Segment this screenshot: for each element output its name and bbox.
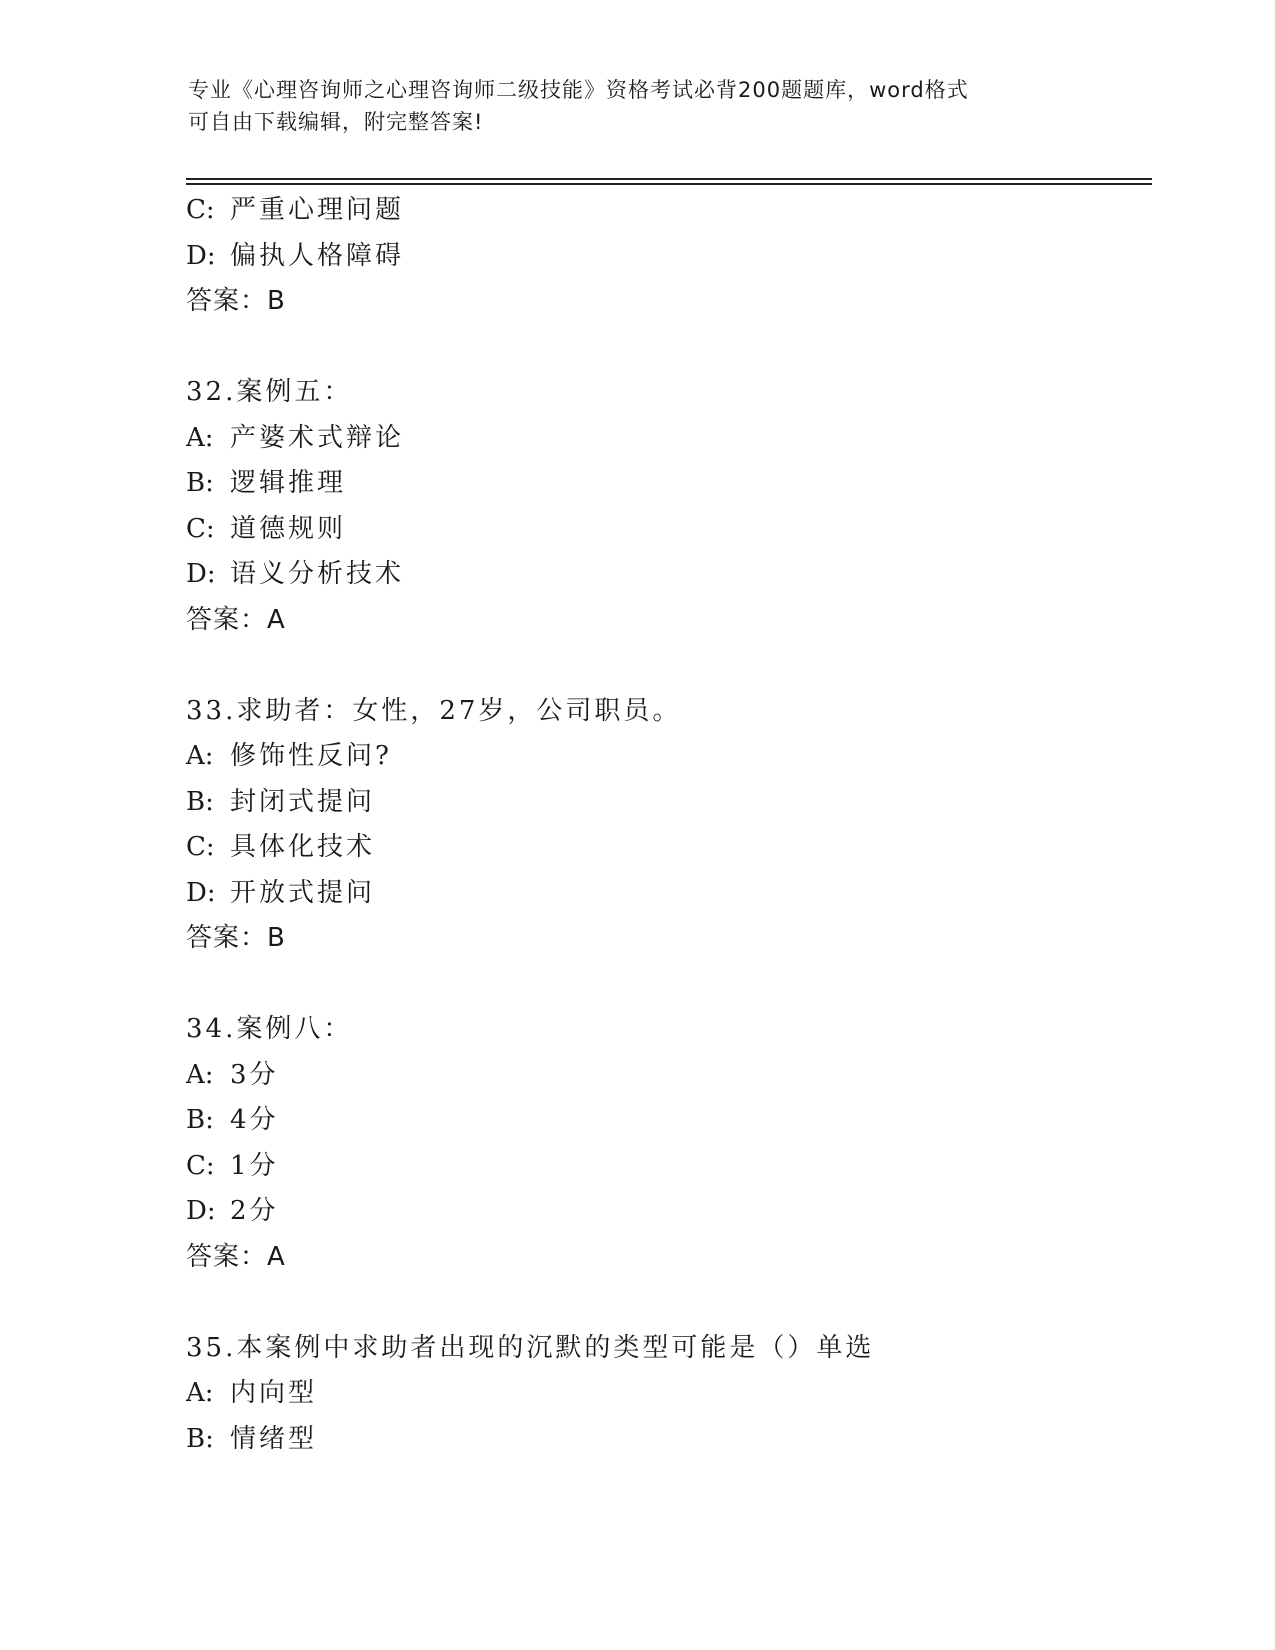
option-text: 3分 [230, 1059, 279, 1090]
header-rule-top [186, 178, 1152, 180]
option-text: 偏执人格障碍 [230, 240, 405, 271]
option-a [186, 1371, 1146, 1417]
spacer [186, 962, 1146, 1008]
option-text: 道德规则 [230, 513, 347, 544]
answer-line: 答案：A [186, 604, 286, 635]
document-header [188, 74, 1088, 138]
question-33 [186, 689, 1146, 962]
option-text: 1分 [230, 1150, 279, 1181]
option-c [186, 825, 1146, 871]
answer-line: 答案：B [186, 923, 286, 953]
option-text: 逻辑推理 [230, 468, 347, 498]
option-text: 产婆术式辩论 [230, 422, 405, 453]
spacer [186, 643, 1146, 689]
option-label: B: [186, 1105, 214, 1135]
option-text: 2分 [230, 1196, 279, 1226]
option-label: A: [186, 1059, 214, 1090]
option-text: 情绪型 [230, 1423, 318, 1454]
question-stem: 34.案例八： [186, 1014, 353, 1044]
question-stem: 33.求助者：女性，27岁，公司职员。 [186, 695, 682, 726]
option-text: 语义分析技术 [230, 559, 405, 589]
option-a [186, 1053, 1146, 1099]
option-d [186, 552, 1146, 598]
question-stem: 32.案例五： [186, 377, 353, 407]
option-b [186, 1098, 1146, 1144]
option-text: 开放式提问 [230, 877, 376, 908]
option-b [186, 461, 1146, 507]
option-label: C: [186, 832, 215, 862]
option-b [186, 1417, 1146, 1463]
option-label: D: [186, 240, 216, 271]
option-c [186, 188, 1146, 234]
option-label: C: [186, 1150, 215, 1181]
option-text: 严重心理问题 [230, 195, 405, 225]
option-text: 修饰性反问? [230, 741, 392, 771]
option-text: 内向型 [230, 1378, 318, 1408]
option-text: 4分 [230, 1105, 279, 1135]
option-c [186, 1144, 1146, 1190]
option-d [186, 871, 1146, 917]
question-35 [186, 1326, 1146, 1463]
option-label: D: [186, 877, 216, 908]
spacer [186, 325, 1146, 371]
question-34 [186, 1007, 1146, 1280]
question-stem: 35.本案例中求助者出现的沉默的类型可能是（）单选 [186, 1332, 875, 1363]
question-31-continued [186, 188, 1146, 325]
option-text: 封闭式提问 [230, 786, 376, 817]
option-a [186, 416, 1146, 462]
option-a [186, 734, 1146, 780]
option-label: C: [186, 195, 215, 225]
option-text: 具体化技术 [230, 832, 376, 862]
question-32 [186, 370, 1146, 643]
option-label: A: [186, 422, 214, 453]
option-label: A: [186, 741, 214, 771]
option-label: D: [186, 559, 216, 589]
option-label: B: [186, 468, 214, 498]
option-label: B: [186, 786, 214, 817]
header-title-line-2: 可自由下载编辑，附完整答案! [188, 110, 484, 134]
header-title-line-1: 专业《心理咨询师之心理咨询师二级技能》资格考试必背200题题库，word格式 [188, 78, 969, 102]
option-c [186, 507, 1146, 553]
option-label: B: [186, 1423, 214, 1454]
option-label: D: [186, 1196, 216, 1226]
answer-line: 答案：A [186, 1241, 286, 1272]
option-b [186, 780, 1146, 826]
header-rule-bottom [186, 183, 1152, 185]
option-d [186, 1189, 1146, 1235]
answer-line: 答案：B [186, 286, 286, 316]
question-list [186, 188, 1146, 1462]
option-label: C: [186, 513, 215, 544]
spacer [186, 1280, 1146, 1326]
option-label: A: [186, 1378, 214, 1408]
option-d [186, 234, 1146, 280]
